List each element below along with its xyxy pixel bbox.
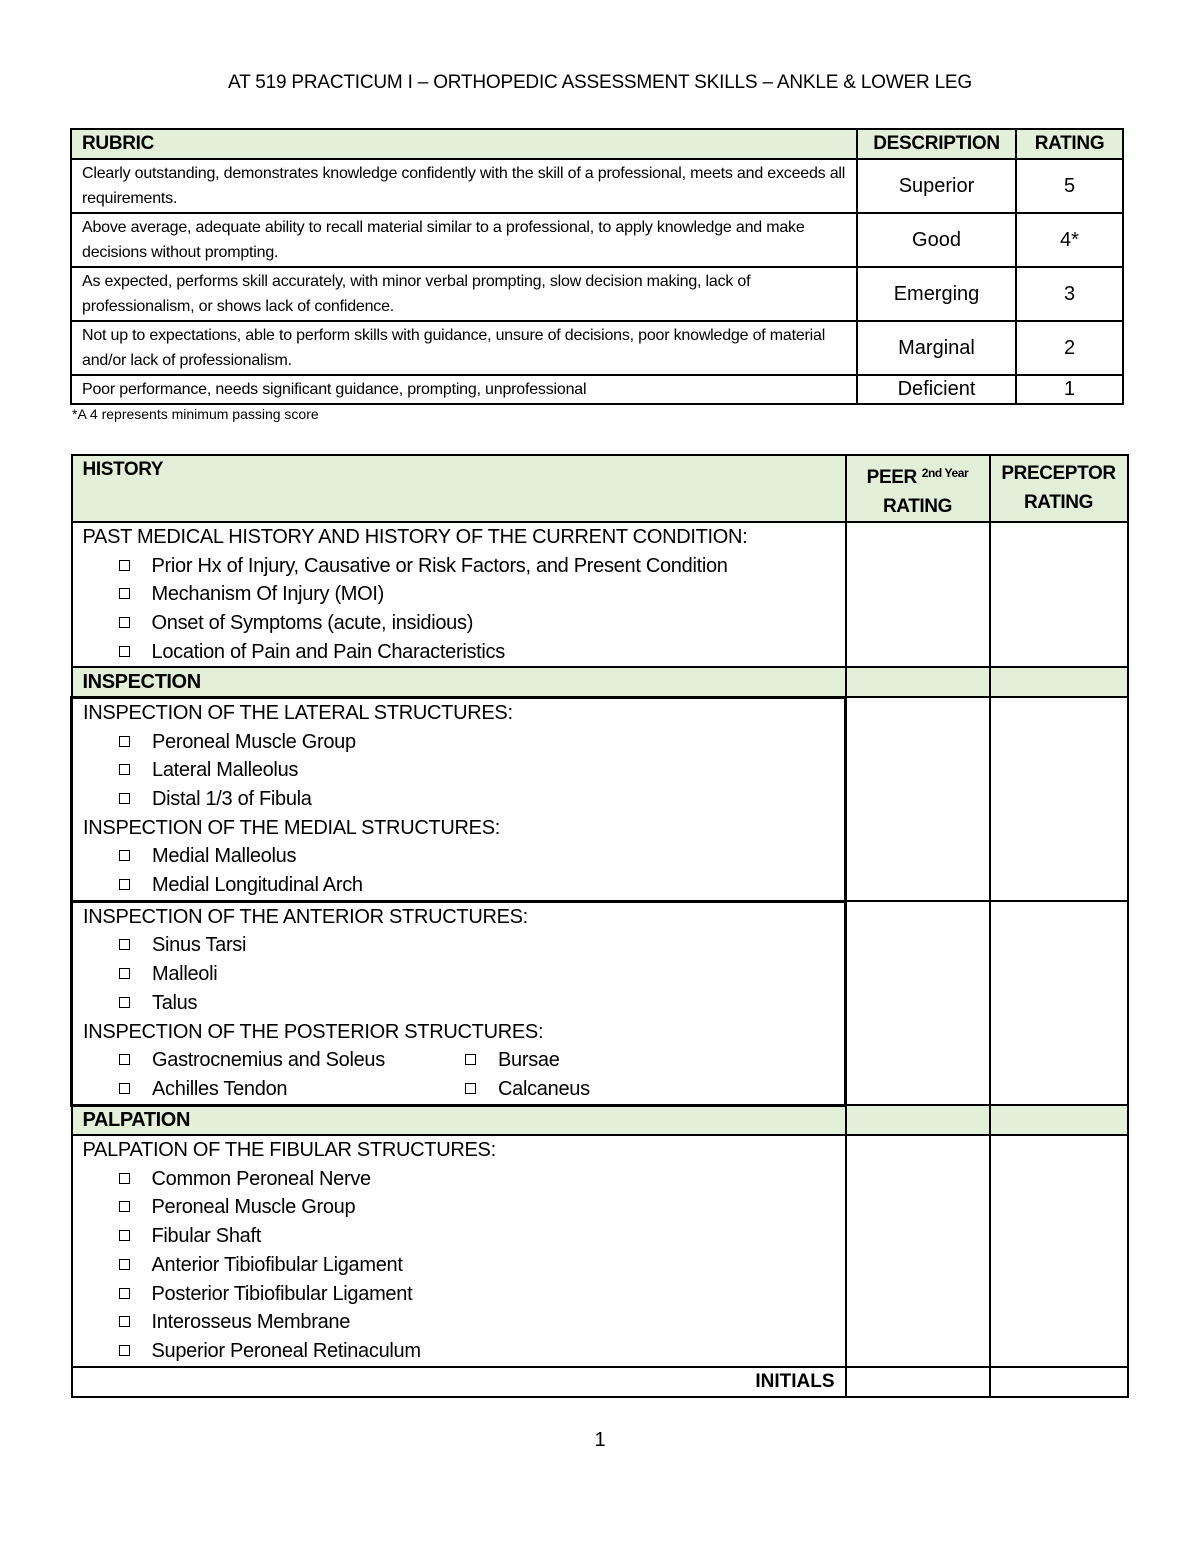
checkbox[interactable] xyxy=(119,617,130,628)
checkbox[interactable] xyxy=(119,1230,130,1241)
inspection-anterior-posterior-content xyxy=(72,901,846,1105)
checklist-item-label: Anterior Tibiofibular Ligament xyxy=(151,1253,403,1276)
checkbox[interactable] xyxy=(465,1054,476,1065)
checkbox[interactable] xyxy=(119,968,130,979)
checklist-item[interactable] xyxy=(83,1251,845,1280)
rubric-level: Superior xyxy=(857,159,1016,213)
checkbox[interactable] xyxy=(119,850,130,861)
checklist-item-label: Prior Hx of Injury, Causative or Risk Factors, and Present Condition xyxy=(151,554,728,577)
history-row xyxy=(72,522,1128,667)
palpation-row xyxy=(72,1135,1128,1367)
checklist-item[interactable] xyxy=(83,1222,845,1251)
checklist-item[interactable] xyxy=(83,785,844,814)
fibular-heading: PALPATION OF THE FIBULAR STRUCTURES: xyxy=(82,1139,496,1162)
posterior-heading: INSPECTION OF THE POSTERIOR STRUCTURES: xyxy=(83,1020,544,1043)
checklist-item-label: Calcaneus xyxy=(498,1077,590,1100)
checklist-item[interactable] xyxy=(83,871,844,900)
preceptor-rating-cell xyxy=(990,667,1128,697)
palpation-section-row xyxy=(72,1105,1128,1135)
medial-heading: INSPECTION OF THE MEDIAL STRUCTURES: xyxy=(83,816,501,839)
checkbox[interactable] xyxy=(119,1288,130,1299)
rubric-row xyxy=(71,375,1123,404)
checklist-item-label: Onset of Symptoms (acute, insidious) xyxy=(151,612,474,635)
checklist-item-label: Common Peroneal Nerve xyxy=(151,1167,371,1190)
palpation-label: PALPATION xyxy=(72,1105,846,1135)
checklist-item[interactable] xyxy=(83,1280,845,1309)
checklist-item-label: Lateral Malleolus xyxy=(152,759,299,782)
preceptor-rating-header xyxy=(990,455,1128,522)
rubric-row xyxy=(71,213,1123,267)
checklist-item[interactable] xyxy=(83,931,844,960)
checkbox[interactable] xyxy=(119,1259,130,1270)
checklist-item[interactable] xyxy=(83,1308,845,1337)
checkbox[interactable] xyxy=(119,1054,130,1065)
page-title: AT 519 PRACTICUM I – ORTHOPEDIC ASSESSMENT SKILLS – ANKLE & LOWER LEG xyxy=(228,72,972,93)
checklist-item[interactable] xyxy=(119,1046,465,1075)
peer-rating-cell xyxy=(846,1105,990,1135)
rubric-rating: 1 xyxy=(1016,375,1123,404)
checklist-item-label: Talus xyxy=(152,991,198,1014)
checklist-item[interactable] xyxy=(83,638,845,667)
checklist-item-label: Superior Peroneal Retinaculum xyxy=(151,1339,421,1362)
checkbox[interactable] xyxy=(119,764,130,775)
initials-row xyxy=(72,1367,1128,1397)
rubric-header: RUBRIC xyxy=(71,129,857,159)
preceptor-rating-label: RATING xyxy=(1023,492,1094,513)
peer-rating-cell xyxy=(846,667,990,697)
preceptor-rating-cell[interactable] xyxy=(990,1135,1128,1367)
checklist-item-label: Sinus Tarsi xyxy=(152,934,247,957)
checkbox[interactable] xyxy=(119,1173,130,1184)
peer-rating-cell[interactable] xyxy=(846,1135,990,1367)
checklist-item-label: Peroneal Muscle Group xyxy=(152,730,356,753)
peer-rating-label: RATING xyxy=(882,496,953,517)
checklist-item-label: Gastrocnemius and Soleus xyxy=(152,1049,385,1072)
preceptor-rating-cell[interactable] xyxy=(990,697,1128,901)
preceptor-rating-cell xyxy=(990,1105,1128,1135)
checklist-item-label: Medial Malleolus xyxy=(152,845,297,868)
preceptor-initials-cell[interactable] xyxy=(990,1367,1128,1397)
rubric-level: Good xyxy=(857,213,1016,267)
page-number: 1 xyxy=(594,1429,606,1451)
palpation-content xyxy=(72,1135,846,1367)
checklist-item-label: Bursae xyxy=(498,1049,560,1072)
anterior-heading: INSPECTION OF THE ANTERIOR STRUCTURES: xyxy=(83,905,528,928)
rubric-text: Above average, adequate ability to recall material similar to a professional, to apply knowledge and make decisions without prompting. xyxy=(71,213,857,267)
checklist-item-pair xyxy=(83,1046,844,1075)
initials-label: INITIALS xyxy=(72,1367,846,1397)
rubric-rating: 4* xyxy=(1016,213,1123,267)
checklist-item[interactable] xyxy=(83,1165,845,1194)
rubric-level: Deficient xyxy=(857,375,1016,404)
checklist-item[interactable] xyxy=(83,1193,845,1222)
checkbox[interactable] xyxy=(119,1345,130,1356)
lateral-heading: INSPECTION OF THE LATERAL STRUCTURES: xyxy=(83,701,513,724)
checklist-item-label: Fibular Shaft xyxy=(151,1225,261,1248)
rubric-table xyxy=(70,128,1124,405)
preceptor-label: PRECEPTOR xyxy=(1001,463,1116,484)
checkbox[interactable] xyxy=(119,646,130,657)
history-heading: PAST MEDICAL HISTORY AND HISTORY OF THE CURRENT CONDITION: xyxy=(82,526,748,548)
checkbox[interactable] xyxy=(119,1201,130,1212)
checkbox[interactable] xyxy=(119,588,130,599)
checkbox[interactable] xyxy=(119,560,130,571)
checklist-item-pair xyxy=(83,1075,844,1104)
inspection-anterior-posterior-row xyxy=(72,901,1128,1105)
checkbox[interactable] xyxy=(465,1083,476,1094)
history-content xyxy=(72,522,846,667)
inspection-lateral-medial-content xyxy=(72,697,846,901)
peer-rating-cell[interactable] xyxy=(846,522,990,667)
rubric-row xyxy=(71,267,1123,321)
checklist-item[interactable] xyxy=(83,960,844,989)
rubric-row xyxy=(71,159,1123,213)
checkbox[interactable] xyxy=(119,1316,130,1327)
checkbox[interactable] xyxy=(119,1083,130,1094)
checkbox[interactable] xyxy=(119,793,130,804)
assessment-table xyxy=(70,454,1129,1398)
preceptor-rating-cell[interactable] xyxy=(990,522,1128,667)
peer-initials-cell[interactable] xyxy=(846,1367,990,1397)
rubric-level: Emerging xyxy=(857,267,1016,321)
checklist-item-label: Malleoli xyxy=(152,963,218,986)
description-header: DESCRIPTION xyxy=(857,129,1016,159)
checklist-item[interactable] xyxy=(83,756,844,785)
rubric-text: Not up to expectations, able to perform skills with guidance, unsure of decisions, poor knowledge of material and/or lack of professionalism. xyxy=(71,321,857,375)
checkbox[interactable] xyxy=(119,939,130,950)
rubric-row xyxy=(71,321,1123,375)
checklist-item[interactable] xyxy=(83,580,845,609)
checklist-item-label: Mechanism Of Injury (MOI) xyxy=(151,583,385,606)
checkbox[interactable] xyxy=(119,736,130,747)
assessment-header-row xyxy=(72,455,1128,522)
peer-rating-cell[interactable] xyxy=(846,901,990,1105)
checklist-item[interactable] xyxy=(119,1075,465,1104)
checklist-item[interactable] xyxy=(83,728,844,757)
rubric-rating: 3 xyxy=(1016,267,1123,321)
rubric-rating: 5 xyxy=(1016,159,1123,213)
checklist-item[interactable] xyxy=(465,1075,590,1104)
rubric-text: As expected, performs skill accurately, with minor verbal prompting, slow decision making, lack of professionalism, or shows lack of confidence. xyxy=(71,267,857,321)
checklist-item-label: Location of Pain and Pain Characteristics xyxy=(151,640,505,663)
checklist-item[interactable] xyxy=(465,1046,560,1075)
peer-rating-header xyxy=(846,455,990,522)
checklist-item-label: Medial Longitudinal Arch xyxy=(152,874,363,897)
peer-label: PEER xyxy=(866,467,917,488)
inspection-section-row xyxy=(72,667,1128,697)
checklist-item-label: Distal 1/3 of Fibula xyxy=(152,788,312,810)
inspection-lateral-medial-row xyxy=(72,697,1128,901)
checklist-item-label: Interosseus Membrane xyxy=(151,1311,351,1334)
checklist-item[interactable] xyxy=(83,1337,845,1366)
rubric-text: Clearly outstanding, demonstrates knowledge confidently with the skill of a professional, meets and exceeds all requirements. xyxy=(71,159,857,213)
rating-header: RATING xyxy=(1016,129,1123,159)
checkbox[interactable] xyxy=(119,879,130,890)
checklist-item[interactable] xyxy=(83,552,845,581)
checklist-item-label: Posterior Tibiofibular Ligament xyxy=(151,1282,413,1305)
rubric-header-row xyxy=(71,129,1123,159)
peer-year-label: 2nd Year xyxy=(921,466,969,480)
rubric-level: Marginal xyxy=(857,321,1016,375)
checklist-item[interactable] xyxy=(83,842,844,871)
checklist-item[interactable] xyxy=(83,609,845,638)
checkbox[interactable] xyxy=(119,997,130,1008)
checklist-item[interactable] xyxy=(83,989,844,1018)
history-header: HISTORY xyxy=(72,455,846,522)
inspection-label: INSPECTION xyxy=(72,667,846,697)
checklist-item-label: Achilles Tendon xyxy=(152,1077,288,1100)
preceptor-rating-cell[interactable] xyxy=(990,901,1128,1105)
peer-rating-cell[interactable] xyxy=(846,697,990,901)
rubric-rating: 2 xyxy=(1016,321,1123,375)
rubric-text: Poor performance, needs significant guidance, prompting, unprofessional xyxy=(71,375,857,404)
checklist-item-label: Peroneal Muscle Group xyxy=(151,1196,356,1219)
rubric-footnote: *A 4 represents minimum passing score xyxy=(72,406,319,422)
